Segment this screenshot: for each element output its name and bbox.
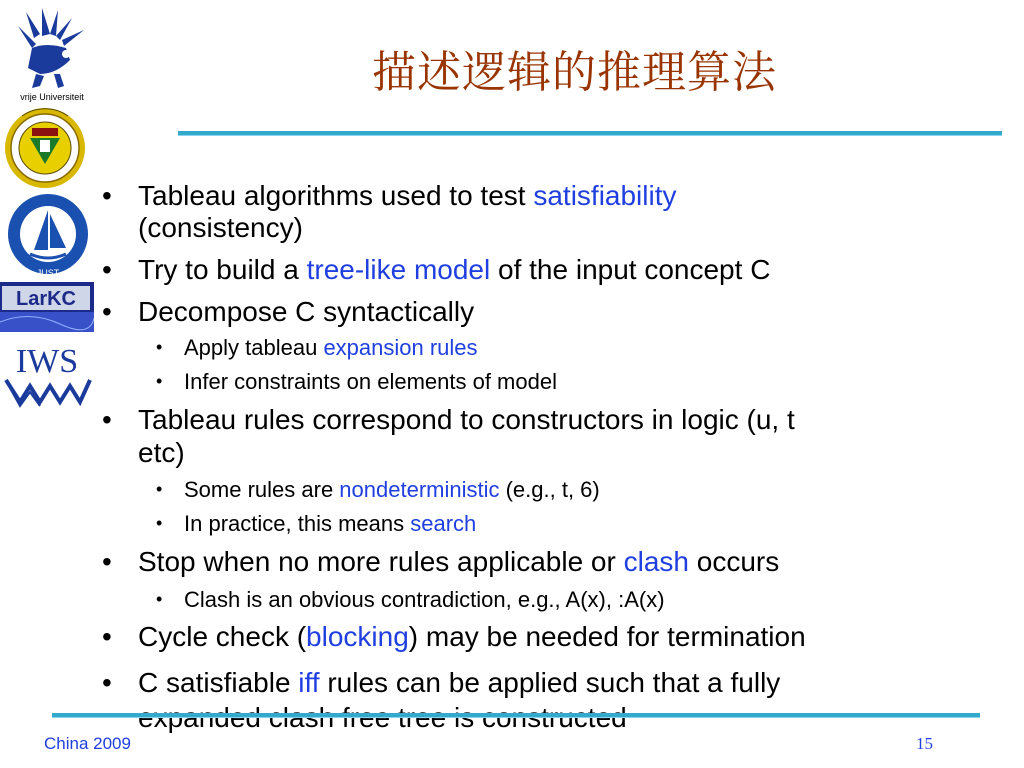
bullet-text-part: ) may be needed for termination: [408, 621, 806, 652]
bullet-text-part: (e.g., t, 6): [499, 477, 600, 502]
bullet-text: [138, 404, 795, 436]
highlighted-term: expansion rules: [323, 335, 478, 360]
bullet-marker: •: [156, 589, 163, 609]
bullet-marker: •: [102, 254, 112, 285]
bullet-marker: •: [102, 404, 112, 435]
bullet-text: [184, 335, 478, 361]
bullet-text: [138, 437, 185, 469]
highlighted-term: satisfiability: [533, 180, 677, 211]
bullet-text-part: Decompose C syntactically: [138, 296, 475, 327]
highlighted-term: search: [410, 511, 477, 536]
bullet-marker: •: [156, 371, 163, 391]
bullet-text: [184, 477, 600, 503]
bullet-text-part: occurs: [689, 546, 780, 577]
bullet-text: [138, 702, 627, 734]
bullet-text-part: of the input concept C: [490, 254, 771, 285]
bullet-text-part: C satisfiable: [138, 667, 299, 698]
svg-text:JUST: JUST: [36, 268, 60, 278]
bullet-text-part: In practice, this means: [184, 511, 411, 536]
bullet-text: [138, 212, 303, 244]
bullet-marker: •: [102, 667, 112, 698]
bullet-text: [138, 180, 677, 212]
bullet-text: [138, 667, 780, 699]
highlighted-term: blocking: [306, 621, 409, 652]
bullet-text-part: Tableau algorithms used to test: [138, 180, 534, 211]
bullet-marker: •: [156, 337, 163, 357]
bullet-text: [184, 511, 476, 537]
bullet-text: [138, 296, 474, 328]
bullet-text-part: Try to build a: [138, 254, 307, 285]
bullet-text-part: etc): [138, 437, 185, 468]
highlighted-term: iff: [298, 667, 320, 698]
bullet-marker: •: [156, 513, 163, 533]
bullet-text: [138, 546, 779, 578]
bullet-marker: •: [102, 621, 112, 652]
bullet-text-part: Infer constraints on elements of model: [184, 369, 557, 394]
highlighted-term: tree-like model: [306, 254, 491, 285]
bullet-text: [138, 254, 770, 286]
slide-title: 描述逻辑的推理算法: [372, 47, 777, 98]
bullet-text-part: Tableau rules correspond to constructors in logic (u, t: [138, 404, 795, 435]
bullet-text-part: rules can be applied such that a fully: [319, 667, 781, 698]
bullet-text-part: Stop when no more rules applicable or: [138, 546, 624, 577]
bullet-marker: •: [102, 546, 112, 577]
bullet-text: [184, 587, 665, 613]
highlighted-term: clash: [623, 546, 689, 577]
svg-text:LarKC: LarKC: [15, 288, 77, 310]
bullet-marker: •: [156, 479, 163, 499]
bullet-marker: •: [102, 180, 112, 211]
svg-text:vrije Universiteit: vrije Universiteit: [20, 92, 84, 102]
svg-text:IWS: IWS: [15, 343, 79, 380]
highlighted-term: nondeterministic: [339, 477, 500, 502]
footer-label: China 2009: [44, 734, 131, 753]
bullet-text-part: Some rules are: [184, 477, 340, 502]
footer-divider: [52, 713, 980, 718]
bullet-text-part: Cycle check (: [138, 621, 307, 652]
bullet-text-part: Clash is an obvious contradiction, e.g., A(x), :A(x): [184, 587, 665, 612]
bullet-marker: •: [102, 296, 112, 327]
page-number: 15: [916, 734, 933, 753]
bullet-text: [138, 621, 806, 653]
bullet-text-part: (consistency): [138, 212, 303, 243]
bullet-text: [184, 369, 557, 395]
bullet-text-part: Apply tableau: [184, 335, 324, 360]
